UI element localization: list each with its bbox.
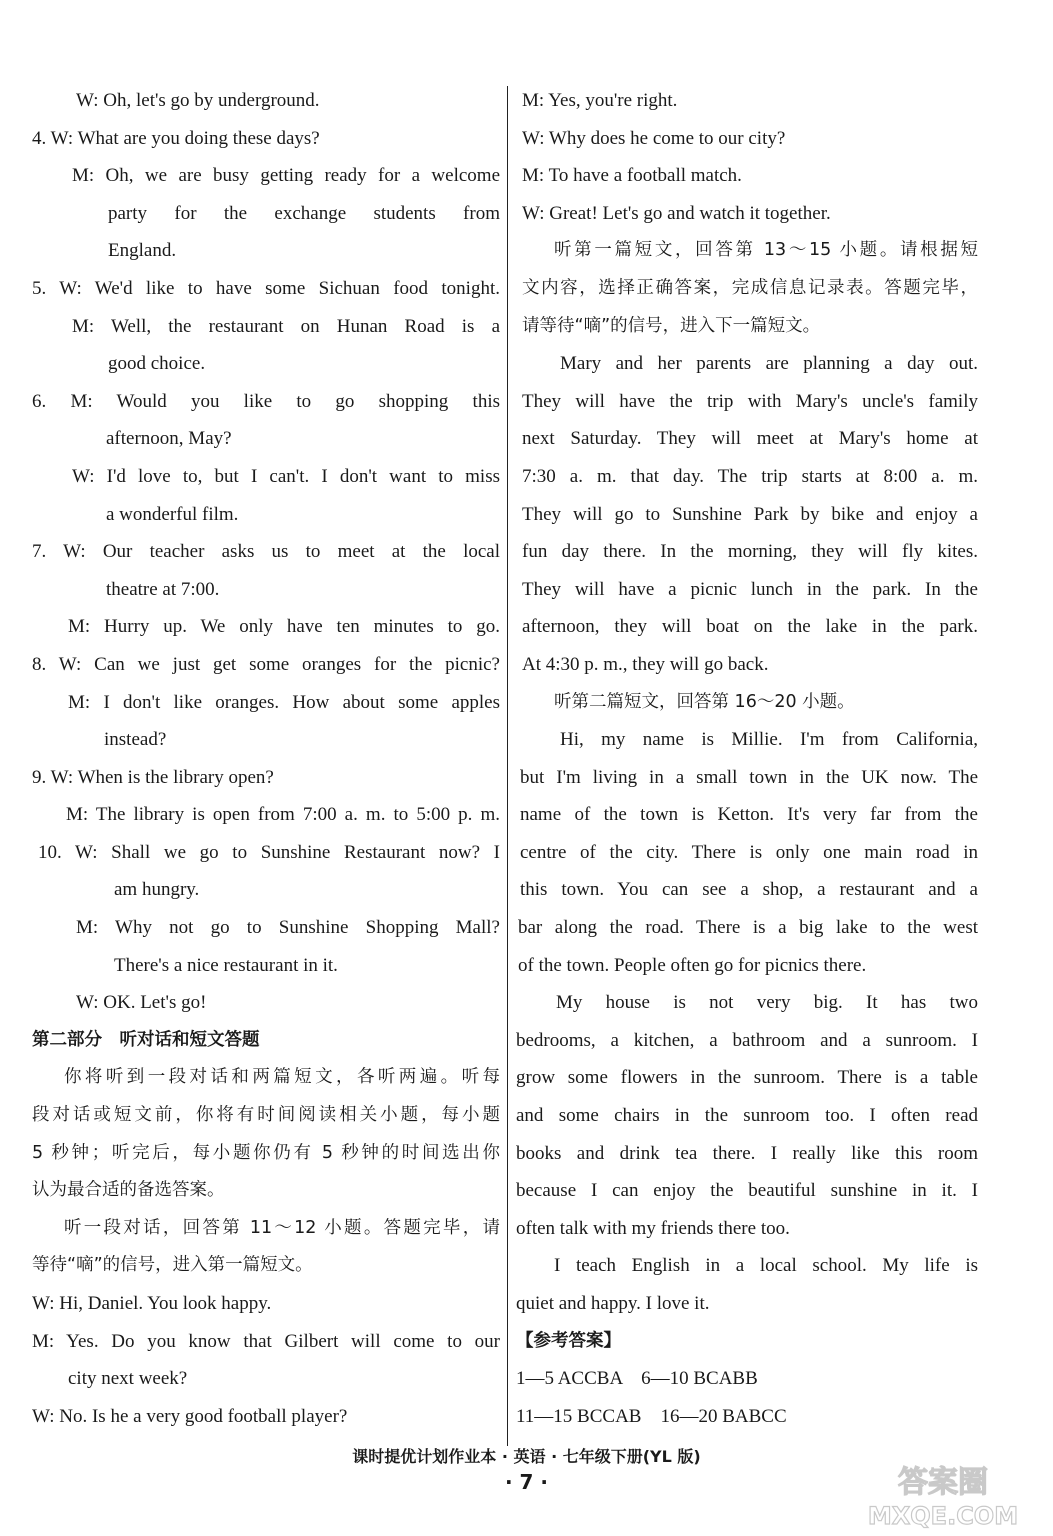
right-column-line: They will have the trip with Mary's uncle's family	[522, 390, 978, 412]
left-column-line: am hungry.	[114, 879, 200, 901]
left-column-line: good choice.	[108, 353, 206, 375]
left-column-line: M: Oh, we are busy getting ready for a welcome	[72, 165, 500, 187]
watermark-bottom-text: MXQE.COM	[867, 1502, 1019, 1530]
right-column-line: 听第二篇短文，回答第 16～20 小题。	[554, 691, 855, 712]
right-column-line: name of the town is Ketton. It's very far from the	[520, 804, 978, 826]
column-divider	[507, 86, 508, 1446]
right-column-line: W: Great! Let's go and watch it together.	[522, 202, 831, 224]
right-column-line: They will have a picnic lunch in the park. In the	[522, 578, 978, 600]
right-column-line: They will go to Sunshine Park by bike and enjoy a	[522, 503, 978, 525]
watermark-logo	[843, 1458, 1043, 1530]
left-column-line: afternoon, May?	[106, 428, 232, 450]
left-column-line: 认为最合适的备选答案。	[32, 1180, 225, 1201]
right-column-line: this town. You can see a shop, a restaurant and a	[520, 879, 978, 901]
left-column-line: 第二部分 听对话和短文答题	[32, 1029, 260, 1050]
right-column-line: M: To have a football match.	[522, 165, 742, 187]
right-column-line: I teach English in a local school. My life is	[554, 1255, 978, 1277]
left-column-line: There's a nice restaurant in it.	[114, 954, 338, 976]
right-column-line: books and drink tea there. I really like this room	[516, 1142, 978, 1164]
left-column-line: 等待“嘀”的信号，进入第一篇短文。	[32, 1255, 313, 1276]
right-column-line: often talk with my friends there too.	[516, 1217, 790, 1239]
right-column-line: 11—15 BCCAB 16—20 BABCC	[516, 1405, 787, 1427]
left-column-line: 6. M: Would you like to go shopping this	[32, 390, 500, 412]
left-column-line: W: Hi, Daniel. You look happy.	[32, 1293, 272, 1314]
right-column-line: quiet and happy. I love it.	[516, 1293, 710, 1314]
right-column-line: afternoon, they will boat on the lake in the park.	[522, 616, 978, 638]
right-column-line: 【参考答案】	[516, 1330, 621, 1351]
left-column-line: W: OK. Let's go!	[76, 992, 207, 1014]
left-column-line: M: Well, the restaurant on Hunan Road is a	[72, 315, 500, 337]
watermark-top-text: 答案圈	[898, 1465, 988, 1500]
right-column-line: W: Why does he come to our city?	[522, 127, 786, 149]
left-column-line: a wonderful film.	[106, 503, 239, 525]
right-column-line: but I'm living in a small town in the UK now. The	[520, 766, 978, 788]
right-column-line: centre of the city. There is only one main road in	[520, 841, 978, 863]
right-column-line: My house is not very big. It has two	[556, 992, 978, 1014]
left-column-line: 5. W: We'd like to have some Sichuan food tonight.	[32, 277, 500, 299]
right-column-line: because I can enjoy the beautiful sunshine in it. I	[516, 1180, 978, 1202]
right-column-line: 文内容，选择正确答案，完成信息记录表。答题完毕，	[522, 277, 978, 298]
left-column-line: M: The library is open from 7:00 a. m. to 5:00 p. m.	[66, 804, 500, 826]
footer-book-title: 课时提优计划作业本 · 英语 · 七年级下册(YL 版)	[352, 1447, 701, 1466]
left-column-line: W: I'd love to, but I can't. I don't want to miss	[72, 465, 500, 487]
right-column-line: of the town. People often go for picnics there.	[518, 954, 867, 976]
left-column-line: city next week?	[68, 1368, 188, 1390]
left-column-line: 8. W: Can we just get some oranges for the picnic?	[32, 653, 500, 675]
left-column-line: party for the exchange students from	[108, 202, 500, 224]
right-column-line: grow some flowers in the sunroom. There is a table	[516, 1067, 978, 1089]
left-column-line: M: Why not go to Sunshine Shopping Mall?	[76, 917, 500, 939]
left-column-line: England.	[108, 240, 177, 262]
left-column-line: instead?	[104, 729, 167, 751]
left-column-line: theatre at 7:00.	[106, 578, 220, 600]
right-column-line: Mary and her parents are planning a day out.	[560, 353, 978, 375]
page-number: · 7 ·	[504, 1470, 549, 1494]
right-column	[516, 82, 978, 1435]
left-column-line: 你将听到一段对话和两篇短文，各听两遍。听每	[64, 1067, 500, 1088]
right-column-line: fun day there. In the morning, they will fly kites.	[522, 541, 978, 563]
left-column-line: 9. W: When is the library open?	[32, 766, 274, 788]
left-column-line: M: Yes. Do you know that Gilbert will come to our	[32, 1330, 500, 1352]
right-column-line: bar along the road. There is a big lake to the west	[518, 917, 978, 939]
right-column-line: next Saturday. They will meet at Mary's home at	[522, 428, 978, 450]
left-column-line: M: Hurry up. We only have ten minutes to go.	[68, 616, 500, 638]
left-column-line: 听一段对话，回答第 11～12 小题。答题完毕，请	[64, 1217, 500, 1238]
right-column-line: M: Yes, you're right.	[522, 90, 678, 111]
left-column-line: 4. W: What are you doing these days?	[32, 127, 320, 149]
left-column-line: W: Oh, let's go by underground.	[76, 90, 320, 111]
left-column-line: 10. W: Shall we go to Sunshine Restaurant now? I	[38, 841, 500, 863]
right-column-line: 请等待“嘀”的信号，进入下一篇短文。	[522, 315, 821, 336]
left-column-line: M: I don't like oranges. How about some apples	[68, 691, 500, 713]
right-column-line: 听第一篇短文，回答第 13～15 小题。请根据短	[554, 240, 978, 261]
right-column-line: bedrooms, a kitchen, a bathroom and a sunroom. I	[516, 1029, 978, 1051]
right-column-line: 1—5 ACCBA 6—10 BCABB	[516, 1368, 758, 1390]
left-column-line: 段对话或短文前，你将有时间阅读相关小题，每小题	[32, 1105, 500, 1126]
right-column-line: and some chairs in the sunroom too. I often read	[516, 1105, 978, 1127]
left-column-line: 5 秒钟；听完后，每小题你仍有 5 秒钟的时间选出你	[32, 1142, 500, 1163]
left-column-line: 7. W: Our teacher asks us to meet at the local	[32, 541, 500, 563]
right-column-line: Hi, my name is Millie. I'm from California,	[560, 729, 978, 751]
right-column-line: At 4:30 p. m., they will go back.	[522, 653, 769, 675]
right-column-line: 7:30 a. m. that day. The trip starts at 8:00 a. m.	[522, 465, 978, 487]
left-column-line: W: No. Is he a very good football player?	[32, 1405, 348, 1427]
left-column	[32, 82, 500, 1435]
